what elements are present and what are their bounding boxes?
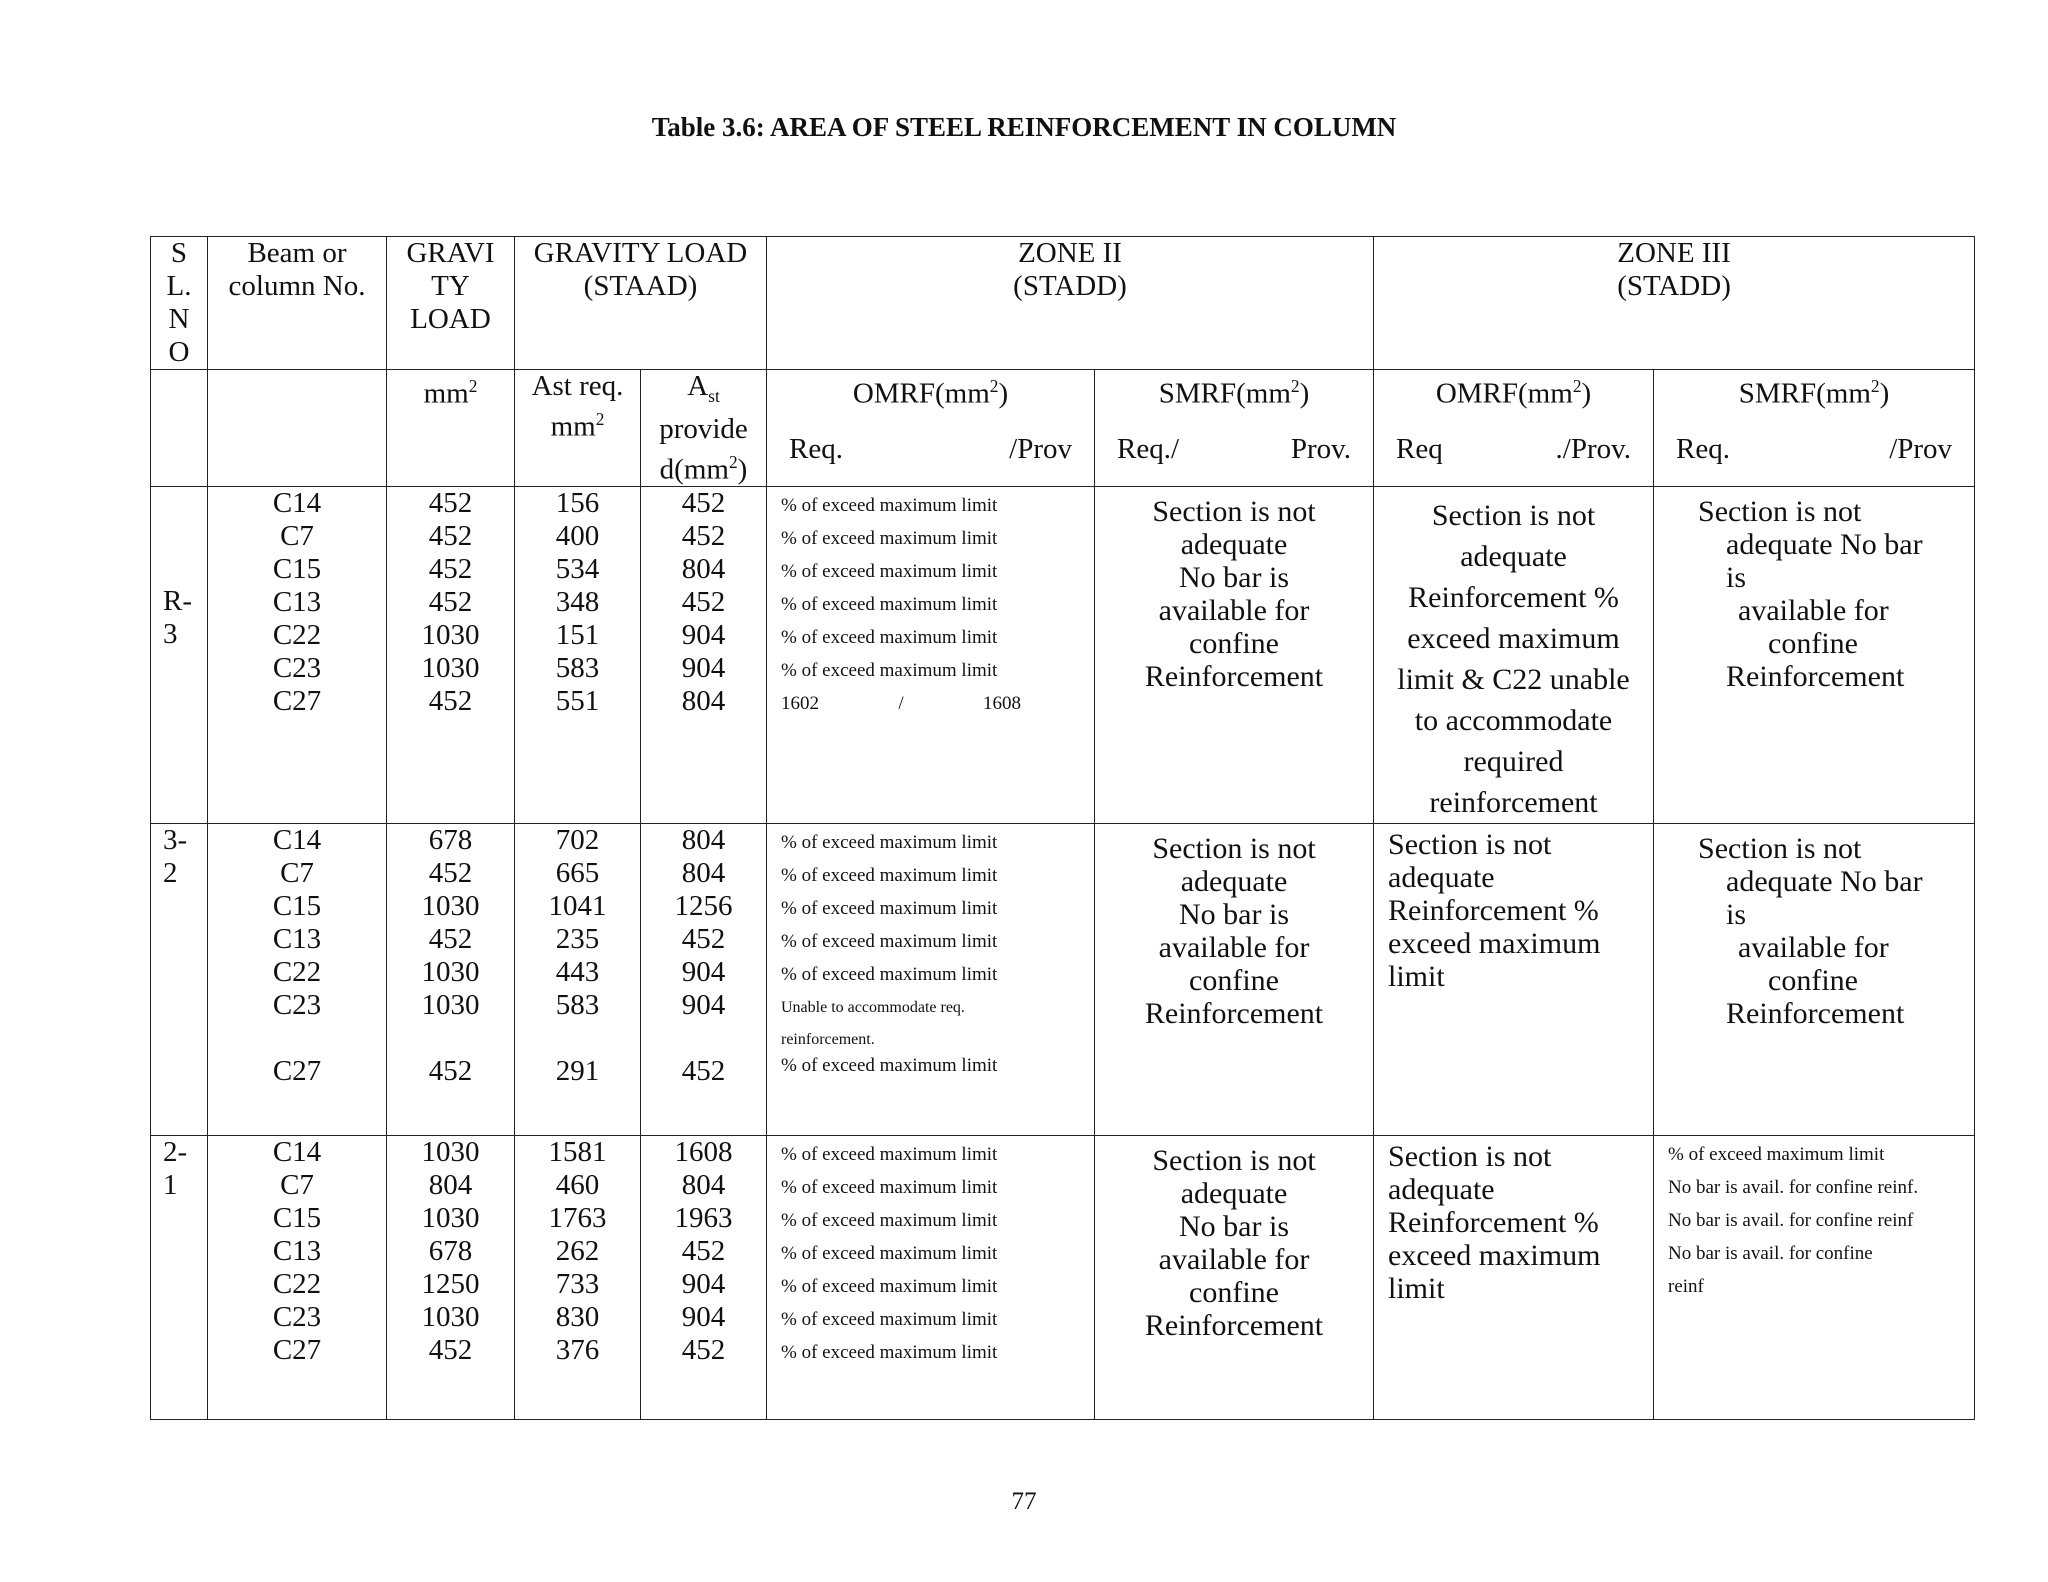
row-gravity: 1030 804 1030 678 1250 1030 452 [387, 1136, 515, 1420]
header-zone-3: ZONE III (STADD) [1374, 237, 1975, 370]
header-z2-omrf: $OMRF(mm^2)$ Req. /Prov [767, 370, 1095, 487]
table-row [151, 1136, 1975, 1420]
header-empty-2 [208, 370, 387, 487]
row-z3-smrf: % of exceed maximum limit No bar is avail. for confine reinf. No bar is avail. for confine reinf No bar is avail. for confine reinf [1654, 1136, 1975, 1420]
row-ast-req: 1581 460 1763 262 733 830 376 [515, 1136, 641, 1420]
row-z2-smrf: Section is not adequate No bar is available for confine Reinforcement [1095, 824, 1374, 1136]
row-columns: C14 C7 C15 C13 C22 C23 C27 [208, 1136, 387, 1420]
header-empty-1 [151, 370, 208, 487]
row-z3-omrf: Section is not adequate Reinforcement % exceed maximum limit [1374, 824, 1654, 1136]
row-z2-smrf: Section is not adequate No bar is available for confine Reinforcement [1095, 487, 1374, 824]
row-z2-omrf: % of exceed maximum limit % of exceed maximum limit % of exceed maximum limit % of exceed maximum limit % of exceed maximum limit % of exceed maximum limit 1602 / 1608 [767, 487, 1095, 824]
page-number: 77 [1011, 1488, 1037, 1515]
header-slno: S L. N O [151, 237, 208, 370]
row-ast-req: 156 400 534 348 151 583 551 [515, 487, 641, 824]
row-gravity: 678 452 1030 452 1030 1030 452 [387, 824, 515, 1136]
row-z3-omrf: Section is not adequate Reinforcement % exceed maximum limit & C22 unable to accommodate required reinforcement [1374, 487, 1654, 824]
row-z3-omrf: Section is not adequate Reinforcement % exceed maximum limit [1374, 1136, 1654, 1420]
row-z3-smrf: Section is not adequate No bar is available for confine Reinforcement [1654, 824, 1975, 1136]
row-ast-prov: 804 804 1256 452 904 904 452 [641, 824, 767, 1136]
header-ast-req: Ast req. $mm^2$ [515, 370, 641, 487]
header-zone-2: ZONE II (STADD) [767, 237, 1374, 370]
header-row-2 [151, 370, 1975, 487]
header-beam-column: Beam or column No. [208, 237, 387, 370]
row-ast-prov: 1608 804 1963 452 904 904 452 [641, 1136, 767, 1420]
row-ast-prov: 452 452 804 452 904 904 804 [641, 487, 767, 824]
table-row [151, 824, 1975, 1136]
row-slno: R- 3 [151, 487, 208, 824]
table-title: Table 3.6: AREA OF STEEL REINFORCEMENT IN COLUMN [651, 112, 1397, 142]
row-z2-omrf: % of exceed maximum limit % of exceed maximum limit % of exceed maximum limit % of exceed maximum limit % of exceed maximum limit % of exceed maximum limit % of exceed maximum limit [767, 1136, 1095, 1420]
header-gravity-staad: GRAVITY LOAD (STAAD) [515, 237, 767, 370]
header-z3-smrf: $SMRF(mm^2)$ Req. /Prov [1654, 370, 1975, 487]
row-columns: C14 C7 C15 C13 C22 C23 C27 [208, 487, 387, 824]
header-gravity-load: GRAVI TY LOAD [387, 237, 515, 370]
table-row [151, 487, 1975, 824]
header-unit-mm2: $mm^2$ [387, 370, 515, 487]
row-slno: 3- 2 [151, 824, 208, 1136]
steel-reinforcement-table [150, 236, 1975, 1420]
header-z3-omrf: $OMRF(mm^2)$ Req ./Prov. [1374, 370, 1654, 487]
row-z2-smrf: Section is not adequate No bar is available for confine Reinforcement [1095, 1136, 1374, 1420]
row-ast-req: 702 665 1041 235 443 583 291 [515, 824, 641, 1136]
row-z2-omrf: % of exceed maximum limit % of exceed maximum limit % of exceed maximum limit % of exceed maximum limit % of exceed maximum limit Unable to accommodate req. reinforcement. % of exceed maximum limit [767, 824, 1095, 1136]
row-gravity: 452 452 452 452 1030 1030 452 [387, 487, 515, 824]
header-row-1 [151, 237, 1975, 370]
header-ast-provided: $A_{st}$ provide $d(mm^2)$ [641, 370, 767, 487]
row-z3-smrf: Section is not adequate No bar is available for confine Reinforcement [1654, 487, 1975, 824]
header-z2-smrf: $SMRF(mm^2)$ Req./ Prov. [1095, 370, 1374, 487]
row-columns: C14 C7 C15 C13 C22 C23 C27 [208, 824, 387, 1136]
row-slno: 2- 1 [151, 1136, 208, 1420]
